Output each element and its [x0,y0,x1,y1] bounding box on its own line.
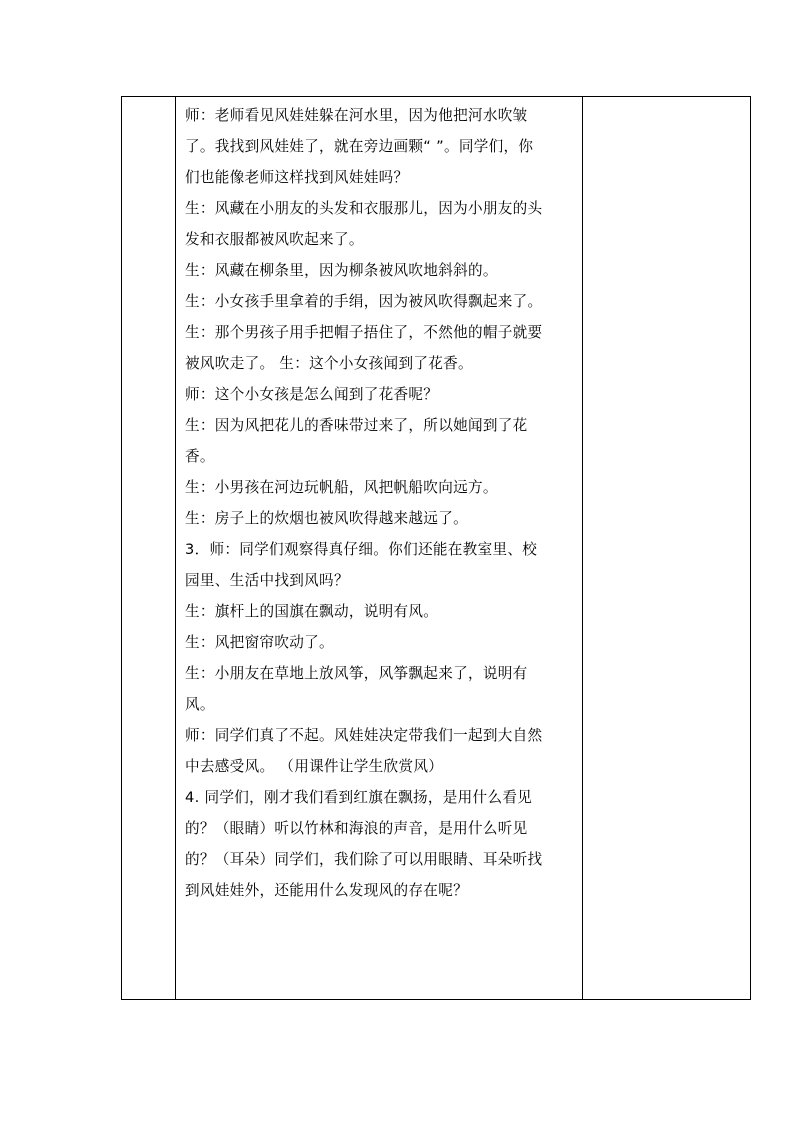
content-line: 中去感受风。 （用课件让学生欣赏风） [185,758,444,775]
content-line: 生：风藏在小朋友的头发和衣服那儿，因为小朋友的头 [185,200,543,217]
lesson-table [121,96,751,1000]
content-line: 生：风把窗帘吹动了。 [185,634,334,651]
content-line: 生：小女孩手里拿着的手绢，因为被风吹得飘起来了。 [185,293,543,310]
content-line: 的？（眼睛）听以竹林和海浪的声音，是用什么听见 [185,820,528,837]
content-line: 了。我找到风娃娃了，就在旁边画颗“ ”。同学们，你 [185,138,534,155]
right-column-divider [582,97,583,999]
content-line: 被风吹走了。 生：这个小女孩闻到了花香。 [185,355,473,372]
content-line: 的？（耳朵）同学们，我们除了可以用眼睛、耳朵听找 [185,851,543,868]
content-line: 生：那个男孩子用手把帽子捂住了，不然他的帽子就要 [185,324,543,341]
content-line: 香。 [185,448,215,465]
content-line: 生：因为风把花儿的香味带过来了，所以她闻到了花 [185,417,528,434]
content-line: 师：同学们真了不起。风娃娃决定带我们一起到大自然 [185,727,543,744]
content-line: 师：老师看见风娃娃躲在河水里，因为他把河水吹皱 [185,107,528,124]
content-line: 生：旗杆上的国旗在飘动，说明有风。 [185,603,439,620]
content-line: 到风娃娃外，还能用什么发现风的存在呢？ [185,882,468,899]
content-line: 4. 同学们，刚才我们看到红旗在飘扬，是用什么看见 [185,789,533,806]
left-column-divider [175,97,176,999]
content-line: 生：房子上的炊烟也被风吹得越来越远了。 [185,510,468,527]
content-line: 师：这个小女孩是怎么闻到了花香呢？ [185,386,439,403]
content-line: 生：小男孩在河边玩帆船，风把帆船吹向远方。 [185,479,498,496]
content-line: 园里、生活中找到风吗？ [185,572,349,589]
content-line: 3．师：同学们观察得真仔细。你们还能在教室里、校 [185,541,538,558]
content-line: 发和衣服都被风吹起来了。 [185,231,364,248]
content-line: 们也能像老师这样找到风娃娃吗？ [185,169,409,186]
lesson-content-cell [185,100,575,906]
content-line: 风。 [185,696,215,713]
content-line: 生：风藏在柳条里，因为柳条被风吹地斜斜的。 [185,262,498,279]
content-line: 生：小朋友在草地上放风筝，风筝飘起来了，说明有 [185,665,528,682]
